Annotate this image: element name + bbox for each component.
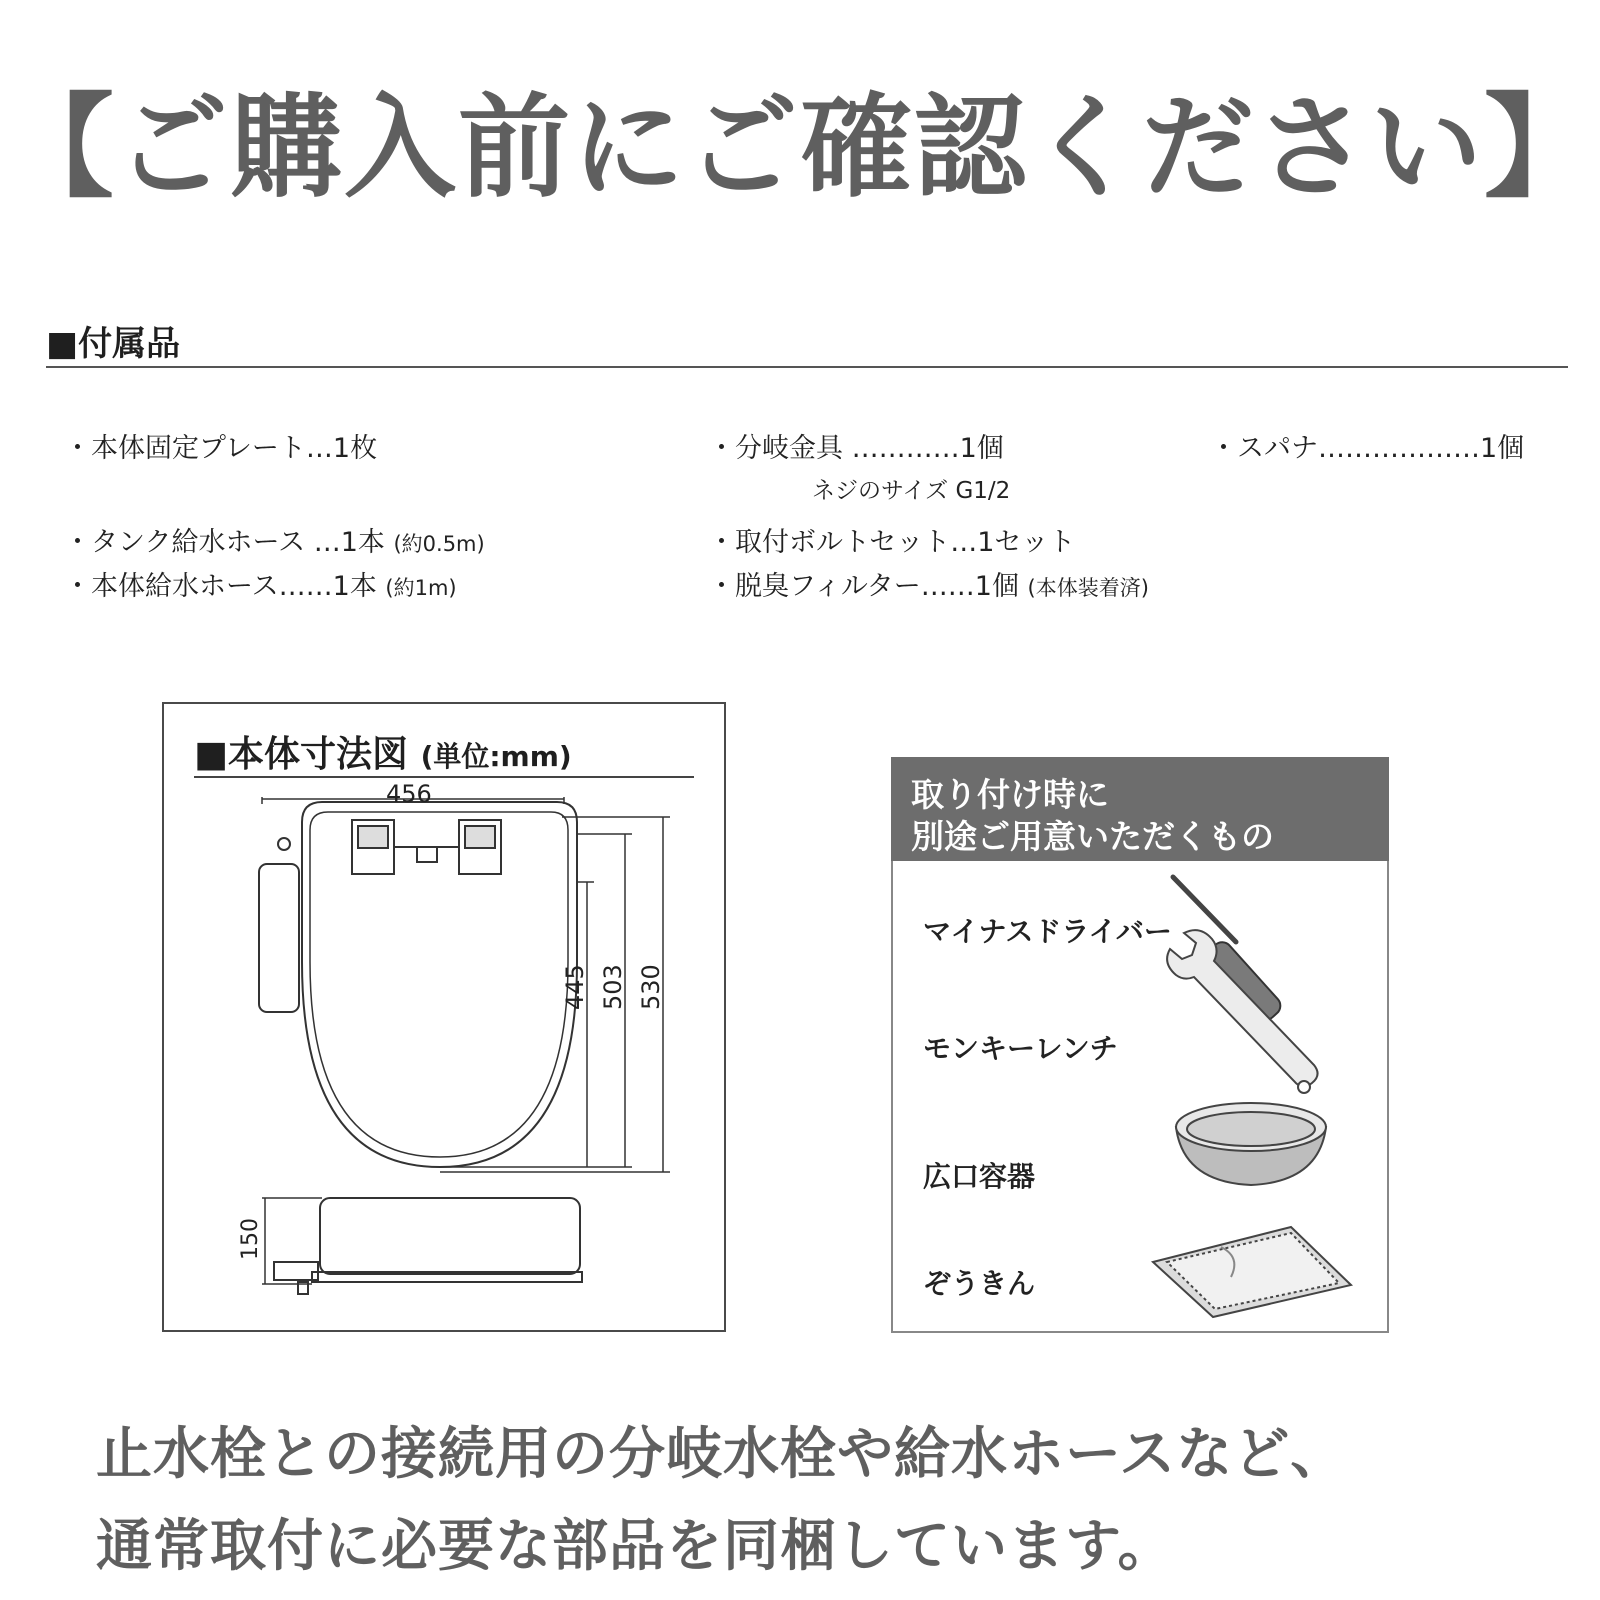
accessory-note: (約0.5m): [393, 532, 485, 556]
accessory-item: [708, 526, 1075, 560]
seat-inner-outline: [310, 812, 568, 1157]
rear-bracket: [394, 847, 459, 862]
accessory-item: [64, 526, 485, 561]
accessory-item: [1210, 432, 1524, 466]
accessory-note: (本体装着済): [1027, 576, 1149, 600]
dimension-445-label: 445: [561, 964, 589, 1010]
seat-outline: [302, 802, 577, 1167]
accessory-name: ・脱臭フィルター……1個: [708, 571, 1019, 602]
wrench-icon: [1167, 930, 1317, 1093]
cloth-icon: [1153, 1227, 1351, 1317]
footer-text-line1: 止水栓との接続用の分岐水栓や給水ホースなど、: [96, 1422, 1348, 1487]
accessory-name: ・スパナ………………1個: [1210, 433, 1525, 464]
accessories-divider: [46, 366, 1568, 368]
wide-container-icon: [1176, 1103, 1326, 1185]
page-title: 【ご購入前にご確認ください】: [2, 83, 1598, 213]
dimension-width-label: 456: [386, 780, 432, 808]
accessory-item: [708, 432, 1004, 466]
side-control-panel: [259, 864, 299, 1012]
accessories-heading: ■付属品: [46, 324, 181, 364]
accessory-note: (約1m): [385, 576, 457, 600]
accessory-name: ・本体固定プレート…1枚: [64, 433, 378, 464]
accessory-name: ・取付ボルトセット…1セット: [708, 527, 1076, 558]
dimension-height-label: 150: [238, 1218, 263, 1260]
accessory-name: ・分岐金具 …………1個: [708, 433, 1004, 464]
accessory-name: ・タンク給水ホース …1本: [64, 527, 385, 558]
side-knob: [278, 838, 290, 850]
dimension-heading: [194, 726, 572, 777]
footer-text-line2: 通常取付に必要な部品を同梱しています。: [96, 1514, 1175, 1579]
tool-label-cloth: ぞうきん: [923, 1267, 1036, 1300]
tool-label-wrench: モンキーレンチ: [923, 1032, 1118, 1065]
accessory-item: [708, 570, 1149, 605]
dimension-unit: (単位:mm): [420, 740, 572, 773]
tools-header-line: 別途ご用意いただくもの: [911, 817, 1274, 856]
tool-label-container: 広口容器: [923, 1160, 1036, 1193]
accessory-item: [64, 570, 457, 605]
tools-header-line: 取り付け時に: [911, 775, 1109, 814]
dimension-heading-text: ■本体寸法図: [194, 734, 409, 775]
dimension-530-label: 530: [637, 964, 665, 1010]
side-view-body: [320, 1198, 580, 1274]
accessory-item: [64, 432, 377, 466]
hinge-left-inner: [358, 826, 388, 848]
dimension-heading-divider: [194, 776, 694, 778]
tool-label-screwdriver: マイナスドライバー: [923, 915, 1172, 948]
accessory-name: ・本体給水ホース……1本: [64, 571, 377, 602]
dimension-503-label: 503: [599, 964, 627, 1010]
branch-fitting-thread-size: ネジのサイズ G1/2: [812, 478, 1011, 504]
hinge-right-inner: [465, 826, 495, 848]
